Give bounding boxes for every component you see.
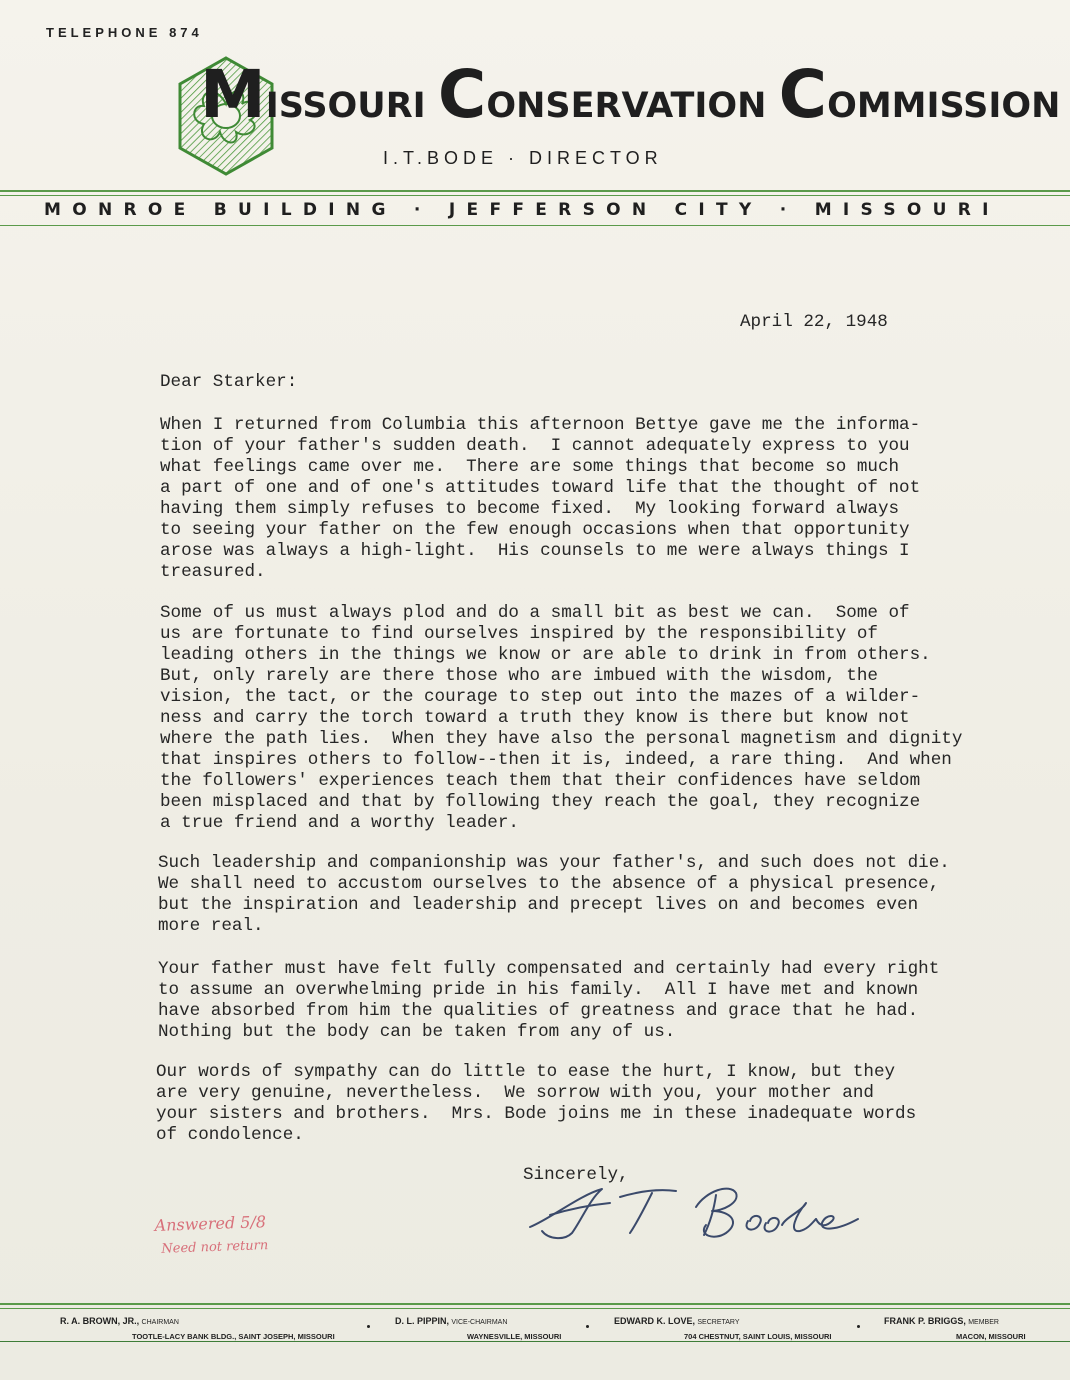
handwritten-note: Answered 5/8 Need not return — [154, 1212, 269, 1257]
closing: Sincerely, — [523, 1165, 629, 1185]
separator-dot — [367, 1325, 370, 1328]
telephone-number: TELEPHONE 874 — [46, 25, 203, 40]
commission-member: D. L. PIPPIN, VICE-CHAIRMAN WAYNESVILLE, MISSOURI — [395, 1316, 562, 1341]
body-paragraph: Such leadership and companionship was your father's, and such does not die. We shall need to accustom ourselves to the absence of a physical presence, but the inspiration and leadership and precept lives on and becomes even more real. — [158, 853, 950, 936]
header-rule — [0, 195, 1070, 196]
header-rule — [0, 225, 1070, 226]
commission-member: FRANK P. BRIGGS, MEMBER MACON, MISSOURI — [884, 1316, 1026, 1341]
body-paragraph: Your father must have felt fully compensated and certainly had every right to assume an overwhelming pride in his family. All I have met and known have absorbed from him the qualities of greatness and grace that he had. Nothing but the body can be taken from any of us. — [158, 959, 940, 1042]
separator-dot — [857, 1325, 860, 1328]
body-paragraph: Our words of sympathy can do little to ease the hurt, I know, but they are very genuine, nevertheless. We sorrow with you, your mother and your sisters and brothers. Mrs. Bode joins me in these inadequate words of condolence. — [156, 1062, 917, 1145]
header-rule — [0, 190, 1070, 192]
body-paragraph: When I returned from Columbia this afternoon Bettye gave me the informa- tion of your father's sudden death. I cannot adequately express to you what feelings came over me. There are some things that become so much a part of one and of one's attitudes toward life that the thought of not having them simply refuses to become fixed. My looking forward always to seeing your father on the few enough occasions when that opportunity arose was always a high-light. His counsels to me were always things I treasured. — [160, 415, 921, 582]
handwritten-signature — [520, 1175, 880, 1245]
footer-rule — [0, 1303, 1070, 1305]
footer-rule — [0, 1341, 1070, 1342]
commission-member: EDWARD K. LOVE, SECRETARY 704 CHESTNUT, SAINT LOUIS, MISSOURI — [614, 1316, 832, 1341]
commission-member: R. A. BROWN, JR., CHAIRMAN TOOTLE-LACY BANK BLDG., SAINT JOSEPH, MISSOURI — [60, 1316, 335, 1341]
footer-rule — [0, 1308, 1070, 1309]
director-line: I.T.BODE · DIRECTOR — [383, 148, 663, 168]
letter-date: April 22, 1948 — [740, 312, 888, 332]
salutation: Dear Starker: — [160, 372, 298, 392]
separator-dot — [586, 1325, 589, 1328]
organization-name: MISSOURI CONSERVATION COMMISSION — [200, 56, 1061, 133]
body-paragraph: Some of us must always plod and do a small bit as best we can. Some of us are fortunate to find ourselves inspired by the responsibility of leading others in the things we know or are able to drink in from others. But, only rarely are there those who are imbued with the wisdom, the vision, the tact, or the courage to step out into the mazes of a wilder- ness and carry the torch toward a truth they know is there but know not where the path lies. When they have also the personal magnetism and dignity that inspires others to follow--then it is, indeed, a rare thing. And when the followers' experiences teach them that their confidences have seldom been misplaced and that by following they reach the goal, they recognize a true friend and a worthy leader. — [160, 603, 963, 833]
address-line: MONROE BUILDING · JEFFERSON CITY · MISSOURI — [44, 200, 1000, 220]
